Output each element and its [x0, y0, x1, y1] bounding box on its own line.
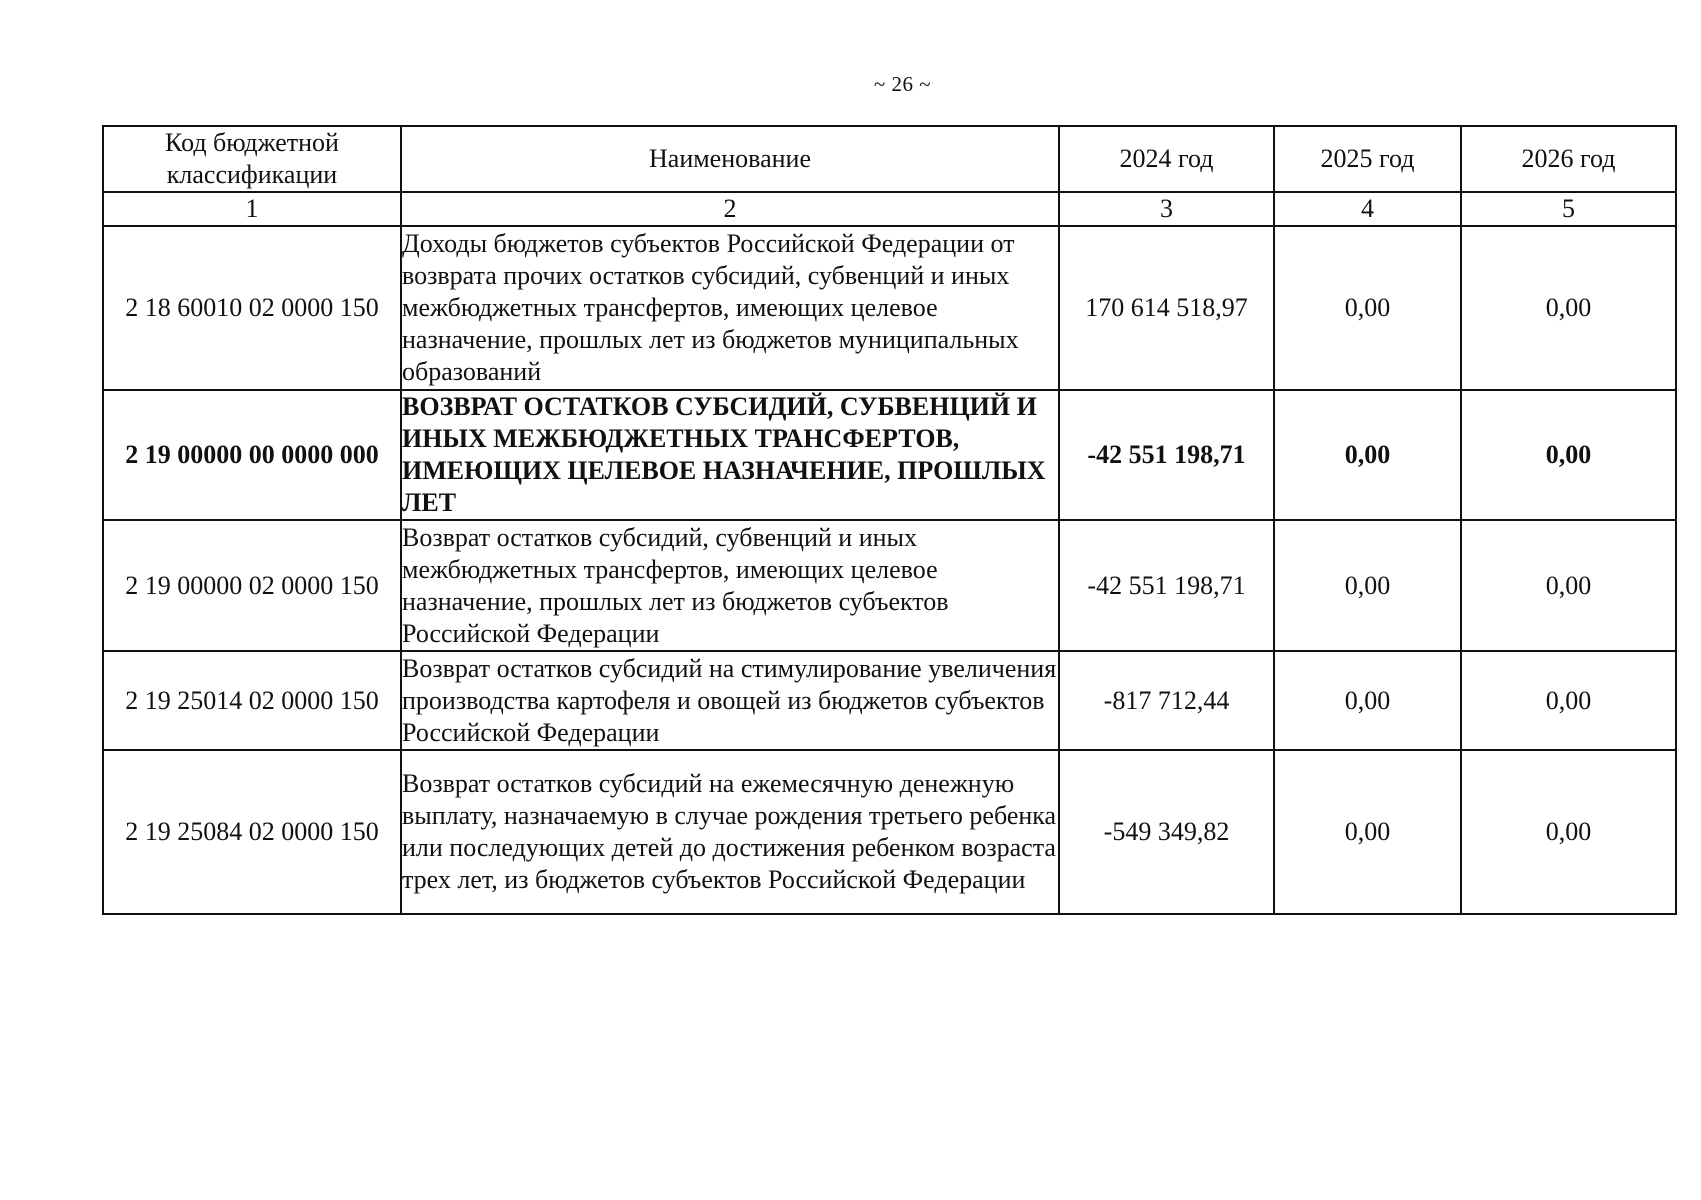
column-number: 4: [1274, 192, 1461, 226]
page-number: ~ 26 ~: [873, 72, 932, 96]
row-value-2025: 0,00: [1274, 750, 1461, 914]
row-code: 2 19 00000 00 0000 000: [103, 390, 401, 520]
column-number: 3: [1059, 192, 1274, 226]
table-row: [103, 226, 1676, 390]
row-code: 2 19 00000 02 0000 150: [103, 520, 401, 651]
header-name: Наименование: [401, 126, 1059, 192]
row-value-2026: 0,00: [1461, 750, 1676, 914]
column-number-row: [103, 192, 1676, 226]
row-code: 2 19 25084 02 0000 150: [103, 750, 401, 914]
budget-table: [102, 125, 1677, 915]
row-value-2024: -42 551 198,71: [1059, 390, 1274, 520]
header-2026: 2026 год: [1461, 126, 1676, 192]
row-value-2024: -817 712,44: [1059, 651, 1274, 750]
header-2024: 2024 год: [1059, 126, 1274, 192]
row-value-2026: 0,00: [1461, 226, 1676, 390]
table-row-total: [103, 390, 1676, 520]
table-row: [103, 520, 1676, 651]
row-value-2024: 170 614 518,97: [1059, 226, 1274, 390]
column-number: 2: [401, 192, 1059, 226]
row-value-2026: 0,00: [1461, 651, 1676, 750]
header-code: Код бюджетной классификации: [103, 126, 401, 192]
row-code: 2 18 60010 02 0000 150: [103, 226, 401, 390]
table-row: [103, 750, 1676, 914]
row-name: ВОЗВРАТ ОСТАТКОВ СУБСИДИЙ, СУБВЕНЦИЙ И ИНЫХ МЕЖБЮДЖЕТНЫХ ТРАНСФЕРТОВ, ИМЕЮЩИХ ЦЕЛЕВОЕ НАЗНАЧЕНИЕ, ПРОШЛЫХ ЛЕТ: [401, 390, 1059, 520]
row-value-2025: 0,00: [1274, 390, 1461, 520]
table-row: [103, 651, 1676, 750]
row-name: Доходы бюджетов субъектов Российской Федерации от возврата прочих остатков субсидий, субвенций и иных межбюджетных трансфертов, имеющих целевое назначение, прошлых лет из бюджетов муниципальных образований: [401, 226, 1059, 390]
row-value-2024: -549 349,82: [1059, 750, 1274, 914]
column-number: 5: [1461, 192, 1676, 226]
row-value-2026: 0,00: [1461, 520, 1676, 651]
row-value-2025: 0,00: [1274, 651, 1461, 750]
column-number: 1: [103, 192, 401, 226]
row-name: Возврат остатков субсидий, субвенций и иных межбюджетных трансфертов, имеющих целевое назначение, прошлых лет из бюджетов субъектов Российской Федерации: [401, 520, 1059, 651]
row-value-2024: -42 551 198,71: [1059, 520, 1274, 651]
table-header-row: [103, 126, 1676, 192]
row-value-2025: 0,00: [1274, 520, 1461, 651]
row-name: Возврат остатков субсидий на стимулирование увеличения производства картофеля и овощей из бюджетов субъектов Российской Федерации: [401, 651, 1059, 750]
header-2025: 2025 год: [1274, 126, 1461, 192]
row-value-2025: 0,00: [1274, 226, 1461, 390]
row-name: Возврат остатков субсидий на ежемесячную денежную выплату, назначаемую в случае рождения третьего ребенка или последующих детей до достижения ребенком возраста трех лет, из бюджетов субъектов Российской Федерации: [401, 750, 1059, 914]
row-value-2026: 0,00: [1461, 390, 1676, 520]
row-code: 2 19 25014 02 0000 150: [103, 651, 401, 750]
